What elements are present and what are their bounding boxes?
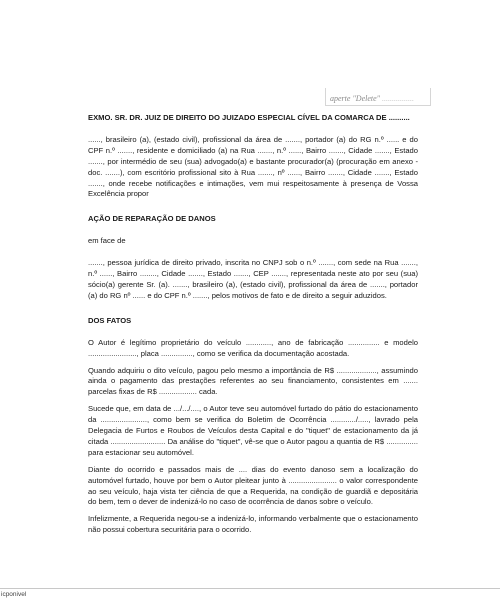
status-bar xyxy=(0,588,500,600)
facts-paragraph: O Autor é legítimo proprietário do veículo ............, ano de fabricação ............... e modelo ......................., placa ..............., como se verifica da documentação acostada. xyxy=(88,337,418,358)
facts-paragraph: Infelizmente, a Requerida negou-se a indenizá-lo, informando verbalmente que o estacionamento não possui cobertura securitária para o ocorrido. xyxy=(88,514,418,535)
delete-hint-faded-text: ................ xyxy=(382,94,415,103)
defendant-qualification: ......., pessoa jurídica de direito privado, inscrita no CNPJ sob o n.º ......., com sede na Rua ......., n.º ......, Bairro ........, Cidade ......., Estado ......., CEP ......., representada neste ato por seu (sua) sócio(a) gerente Sr. (a). ......., brasileiro (a), (estado civil), profissional da área de ......., portador (a) do RG nº ...... e do CPF n.º ......., pelos motivos de fato e de direito a seguir aduzidos. xyxy=(88,258,418,300)
document-title: EXMO. SR. DR. JUIZ DE DIREITO DO JUIZADO ESPECIAL CÍVEL DA COMARCA DE .......... xyxy=(88,113,410,122)
facts-paragraph: Sucede que, em data de .../.../...., o Autor teve seu automóvel furtado do pátio do estacionamento da ......................, como bem se verifica do Boletim de Ocorrência ............/....., lavrado pela Delegacia de Furtos e Roubos de Veículos desta Capital e do "tiquet" de estacionamento da já citada .......................... Da análise do "tiquet", vê-se que o Autor pagou a quantia de R$ ............... para estacionar seu automóvel. xyxy=(88,404,418,457)
facts-paragraph: Diante do ocorrido e passados mais de .... dias do evento danoso sem a localização do automóvel furtado, houve por bem o Autor pleitear junto à ....................... o valor correspondente ao seu veículo, haja vista ter ciência de que a Requerida, na condição de guardiã e depositária do bem, tem o dever de indenizá-lo no caso de ocorrência de danos sobre o veículo. xyxy=(88,464,418,507)
document-body xyxy=(88,113,418,536)
status-bar-text: icponivel xyxy=(1,591,27,598)
delete-hint-box xyxy=(325,88,431,106)
facts-heading: DOS FATOS xyxy=(88,315,132,325)
facts-paragraph: Quando adquiriu o dito veículo, pagou pelo mesmo a importância de R$ ..................., assumindo ainda o pagamento das prestações referentes ao seu financiamento, consistentes em ....... parcelas fixas de R$ .................. cada. xyxy=(88,365,418,397)
plaintiff-qualification: ......, brasileiro (a), (estado civil), profissional da área de ......., portador (a) do RG n.º ...... e do CPF n.º ......., residente e domiciliado (a) na Rua ......., n.º ......, Bairro ......., Cidade ......., Estado ......., por intermédio de seu (sua) advogado(a) e bastante procurador(a) (procuração em anexo - doc. .......), com escritório profissional sito à Rua ......., nº ......, Bairro ......., Cidade ......., Estado ......., onde recebe notificações e intimações, vem mui respeitosamente à presença de Vossa Excelência propor xyxy=(88,134,418,199)
em-face-text: em face de xyxy=(88,236,126,246)
delete-hint-text: aperte "Delete" xyxy=(330,94,381,103)
action-heading: AÇÃO DE REPARAÇÃO DE DANOS xyxy=(88,214,216,224)
